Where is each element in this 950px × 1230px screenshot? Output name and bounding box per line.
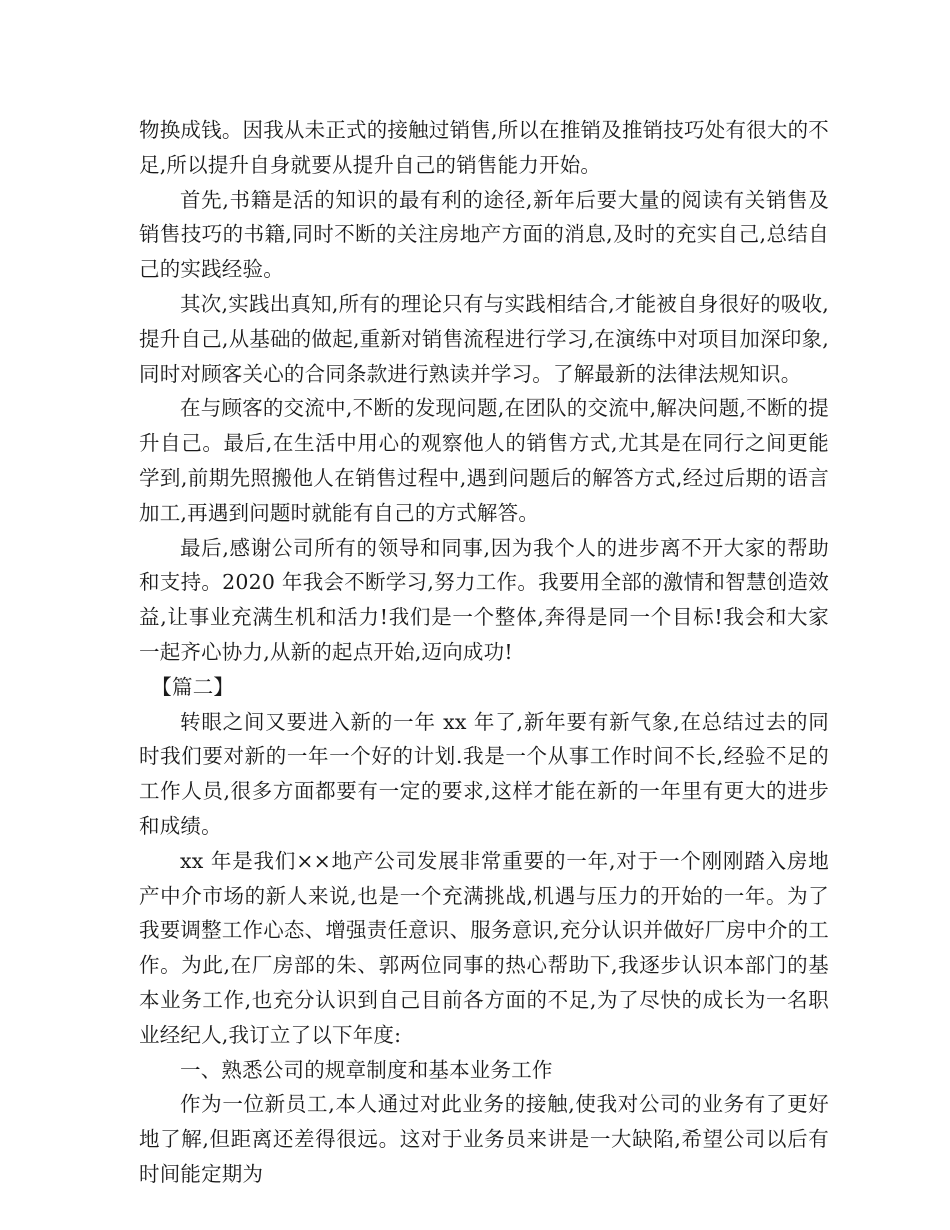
paragraph-practice: 其次,实践出真知,所有的理论只有与实践相结合,才能被自身很好的吸收,提升自己,从基础的做起,重新对销售流程进行学习,在演练中对项目加深印象,同时对顾客关心的合同条款进行熟读并学习。了解最新的法律法规知识。 <box>139 291 829 386</box>
list-heading-one: 一、熟悉公司的规章制度和基本业务工作 <box>180 1057 553 1082</box>
paragraph-company-year: xx 年是我们××地产公司发展非常重要的一年,对于一个刚刚踏入房地产中介市场的新人来说,也是一个充满挑战,机遇与压力的开始的一年。为了我要调整工作心态、增强责任意识、服务意识,充分认识并做好厂房中介的工作。为此,在厂房部的朱、郭两位同事的热心帮助下,我逐步认识本部门的基本业务工作,也充分认识到自己目前各方面的不足,为了尽快的成长为一名职业经纪人,我订立了以下年度: <box>139 848 829 1047</box>
document-body <box>139 113 829 1192</box>
paragraph-continuation: 物换成钱。因我从未正式的接触过销售,所以在推销及推销技巧处有很大的不足,所以提升自身就要从提升自己的销售能力开始。 <box>139 118 829 177</box>
paragraph-books: 首先,书籍是活的知识的最有利的途径,新年后要大量的阅读有关销售及销售技巧的书籍,同时不断的关注房地产方面的消息,及时的充实自己,总结自己的实践经验。 <box>139 187 829 282</box>
paragraph-new-employee: 作为一位新员工,本人通过对此业务的接触,使我对公司的业务有了更好地了解,但距离还差得很远。这对于业务员来讲是一大缺陷,希望公司以后有时间能定期为 <box>139 1092 829 1186</box>
paragraph-communication: 在与顾客的交流中,不断的发现问题,在团队的交流中,解决问题,不断的提升自己。最后,在生活中用心的观察他人的销售方式,尤其是在同行之间更能学到,前期先照搬他人在销售过程中,遇到问题后的解答方式,经过后期的语言加工,再遇到问题时就能有自己的方式解答。 <box>139 396 829 525</box>
paragraph-thanks: 最后,感谢公司所有的领导和同事,因为我个人的进步离不开大家的帮助和支持。2020 年我会不断学习,努力工作。我要用全部的激情和智慧创造效益,让事业充满生机和活力!我们是一个整体,奔得是同一个目标!我会和大家一起齐心协力,从新的起点开始,迈向成功! <box>139 535 829 664</box>
paragraph-new-year: 转眼之间又要进入新的一年 xx 年了,新年要有新气象,在总结过去的同时我们要对新的一年一个好的计划.我是一个从事工作时间不长,经验不足的工作人员,很多方面都要有一定的要求,这样才能在新的一年里有更大的进步和成绩。 <box>139 709 829 838</box>
section-heading: 【篇二】 <box>151 674 235 699</box>
